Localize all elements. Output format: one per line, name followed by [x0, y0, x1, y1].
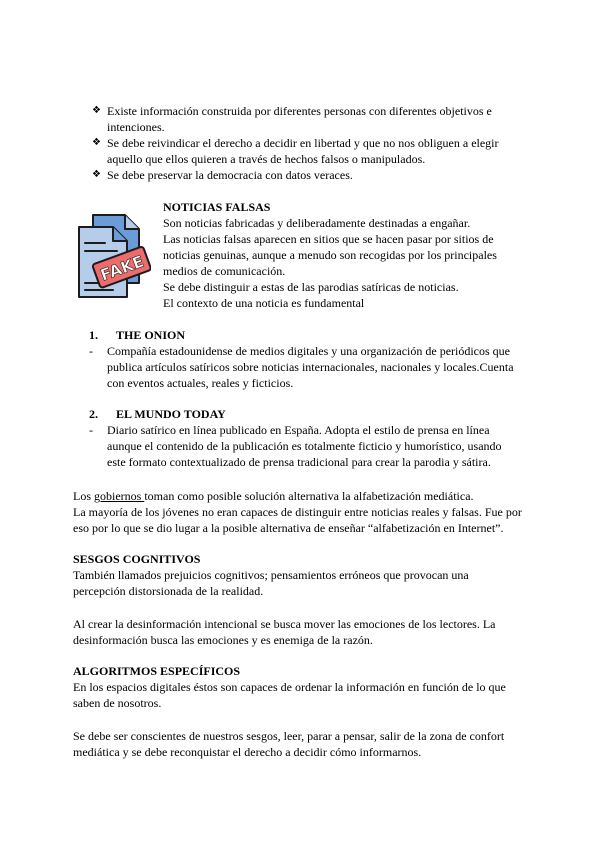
- paragraph-line: mediática y se debe reconquistar el derecho a decidir cómo informarnos.: [73, 745, 422, 759]
- paragraph-line: Se debe distinguir a estas de las parodias satíricas de noticias.: [163, 280, 459, 294]
- paragraph-line: [73, 488, 533, 504]
- algoritmos-paragraph-2: [73, 728, 533, 760]
- noticias-falsas-section: [163, 199, 523, 311]
- bullet-item: [92, 167, 522, 183]
- paragraph-line: El contexto de una noticia es fundamental: [163, 296, 365, 310]
- paragraph-line: este formato contextualizado de prensa tradicional para crear la parodia y sátira.: [107, 455, 491, 469]
- bullet-line: Se debe preservar la democracia con datos veraces.: [107, 168, 353, 182]
- numbered-heading: [89, 406, 529, 422]
- paragraph-line: Las noticias falsas aparecen en sitios que se hacen pasar por sitios de: [163, 232, 494, 246]
- paragraph-line: Al crear la desinformación intencional se busca mover las emociones de los lectores. La: [73, 617, 496, 631]
- list-number: 2.: [89, 407, 98, 421]
- example-title: THE ONION: [116, 328, 186, 342]
- bullet-line: intenciones.: [107, 120, 165, 134]
- sesgos-paragraph-2: [73, 616, 533, 648]
- text-run: Los: [73, 489, 94, 503]
- paragraph-line: noticias genuinas, aunque a menudo son recogidas por los principales: [163, 248, 497, 262]
- paragraph-line: desinformación busca las emociones y es enemiga de la razón.: [73, 633, 373, 647]
- diamond-bullet-icon: ❖: [92, 137, 101, 148]
- diamond-bullet-icon: ❖: [92, 105, 101, 116]
- fake-stamp-text: FAKE: [97, 251, 147, 285]
- dash-bullet: -: [89, 423, 93, 437]
- example-title: EL MUNDO TODAY: [116, 407, 226, 421]
- dash-item: [89, 422, 529, 470]
- fake-news-icon: [73, 213, 151, 299]
- example-the-onion: [89, 327, 529, 391]
- dash-bullet: -: [89, 344, 93, 358]
- paragraph-line: con eventos actuales, reales y ficticios.: [107, 376, 294, 390]
- bullet-item: [92, 135, 522, 167]
- paragraph-line: eso por lo que se dio lugar a la posible alternativa de enseñar “alfabetización en Internet”.: [73, 521, 504, 535]
- bullet-line: Se debe reivindicar el derecho a decidir en libertad y que no nos obliguen a elegir: [107, 136, 499, 150]
- paragraph-line: Se debe ser conscientes de nuestros sesgos, leer, parar a pensar, salir de la zona de confort: [73, 729, 505, 743]
- gobiernos-link[interactable]: gobiernos: [94, 489, 145, 503]
- paragraph-line: Compañía estadounidense de medios digitales y una organización de periódicos que: [107, 344, 511, 358]
- paragraph-line: aunque el contenido de la publicación es totalmente ficticio y humorístico, usando: [107, 439, 502, 453]
- dash-item: [89, 343, 529, 391]
- paragraph-line: Diario satírico en línea publicado en España. Adopta el estilo de prensa en línea: [107, 423, 490, 437]
- bullet-line: Existe información construida por diferentes personas con diferentes objetivos e: [107, 104, 492, 118]
- paragraph-line: La mayoría de los jóvenes no eran capaces de distinguir entre noticias reales y falsas. Fue por: [73, 505, 522, 519]
- numbered-heading: [89, 327, 529, 343]
- paragraph-line: También llamados prejuicios cognitivos; pensamientos erróneos que provocan una: [73, 568, 469, 582]
- section-heading: ALGORITMOS ESPECÍFICOS: [73, 664, 241, 678]
- algoritmos-section: [73, 663, 533, 711]
- paragraph-line: En los espacios digitales éstos son capaces de ordenar la información en función de lo que: [73, 680, 506, 694]
- diamond-bullet-icon: ❖: [92, 169, 101, 180]
- section-heading: SESGOS COGNITIVOS: [73, 552, 201, 566]
- paragraph-line: saben de nosotros.: [73, 696, 162, 710]
- bullet-item: [92, 103, 522, 135]
- paragraph-line: percepción distorsionada de la realidad.: [73, 584, 264, 598]
- example-el-mundo-today: [89, 406, 529, 470]
- paragraph-line: medios de comunicación.: [163, 264, 286, 278]
- list-number: 1.: [89, 328, 98, 342]
- paragraph-line: publica artículos satíricos sobre noticias internacionales, nacionales y locales.Cuenta: [107, 360, 514, 374]
- sesgos-cognitivos-section: [73, 551, 533, 599]
- bullet-line: aquello que ellos quieren a través de hechos falsos o manipulados.: [107, 152, 426, 166]
- text-run: toman como posible solución alternativa la alfabetización mediática.: [144, 489, 474, 503]
- intro-bullet-list: [92, 103, 522, 183]
- section-heading: NOTICIAS FALSAS: [163, 200, 271, 214]
- paragraph-line: Son noticias fabricadas y deliberadamente destinadas a engañar.: [163, 216, 471, 230]
- alfabetizacion-paragraph: [73, 488, 533, 536]
